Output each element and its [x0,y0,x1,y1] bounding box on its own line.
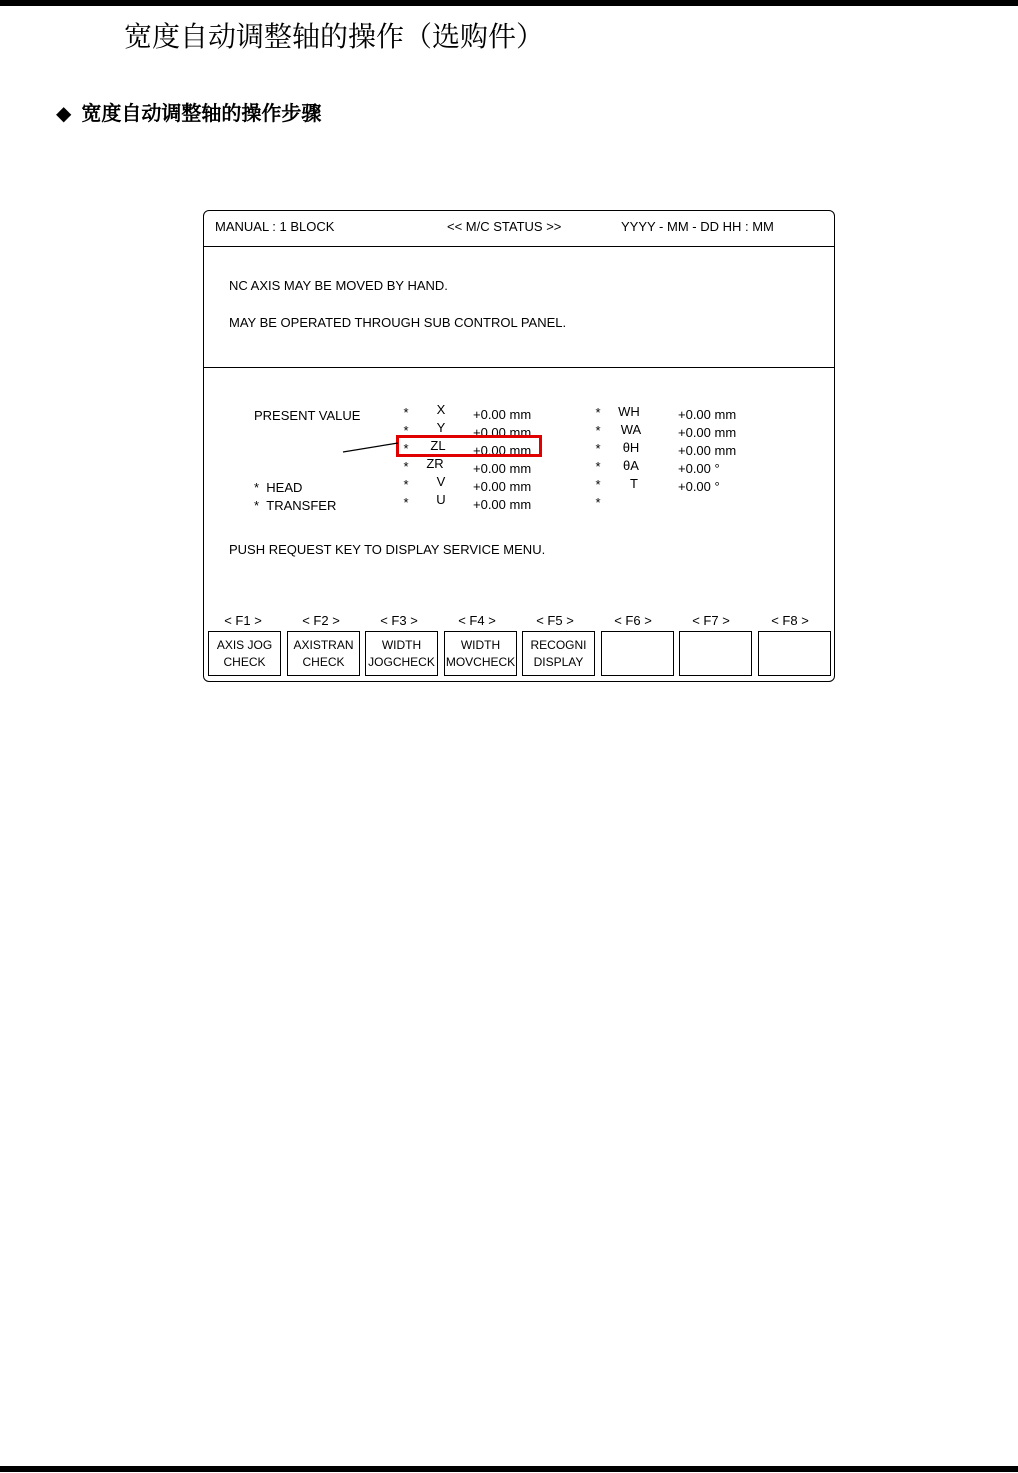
fkey-label-f6: < F6 > [614,613,652,628]
group-label-transfer [254,498,336,513]
message-line-1: NC AXIS MAY BE MOVED BY HAND. [229,278,448,293]
axis-name: θA [623,458,639,473]
axis-name: θH [622,440,640,455]
status-divider [204,246,834,247]
axis-star: * [595,477,601,492]
axis-value: +0.00 mm [473,497,532,512]
f1-axis-jog-check-button[interactable] [208,631,281,676]
fkey-line1: AXIS JOG [216,637,273,652]
bottom-rule [0,1466,1018,1472]
axis-name: U [436,492,446,507]
axis-value: +0.00 mm [473,407,532,422]
axis-star: * [595,441,601,456]
section-heading-text: 宽度自动调整轴的操作步骤 [81,101,322,125]
group-star: * [254,480,260,495]
fkey-label-f8: < F8 > [771,613,809,628]
axis-name: T [630,476,638,491]
axis-value: +0.00 mm [678,443,737,458]
fkey-line1: WIDTH [381,637,422,652]
group-star: * [254,498,260,513]
axis-name: WH [618,404,640,419]
f4-width-movcheck-button[interactable] [444,631,517,676]
f8-empty-button[interactable] [758,631,831,676]
fkey-label-f5: < F5 > [536,613,574,628]
group-label-head [254,480,302,495]
axis-star: * [403,405,409,420]
axis-value: +0.00 mm [473,425,532,440]
axis-star: * [403,441,409,456]
axis-star: * [403,477,409,492]
fkey-line2: DISPLAY [533,654,584,669]
zl-highlight-box [396,435,542,457]
group-label-text: TRANSFER [266,498,337,513]
axis-star: * [595,423,601,438]
fkey-line2: CHECK [302,654,345,669]
axis-name: ZR [426,456,444,471]
axis-star: * [403,459,409,474]
fkey-label-f2: < F2 > [302,613,340,628]
fkey-label-f7: < F7 > [692,613,730,628]
axis-value: +0.00 mm [678,425,737,440]
fkey-line2: CHECK [223,654,266,669]
fkey-label-f1: < F1 > [224,613,262,628]
axis-star: * [595,405,601,420]
axis-name: V [436,474,446,489]
axis-star: * [403,495,409,510]
fkey-line1: AXISTRAN [293,637,354,652]
datetime-display: YYYY - MM - DD HH : MM [621,219,774,234]
group-label-text: HEAD [266,480,303,495]
top-rule [0,0,1018,6]
fkey-line1: WIDTH [460,637,501,652]
message-line-2: MAY BE OPERATED THROUGH SUB CONTROL PANEL. [229,315,567,330]
fkey-label-f3: < F3 > [380,613,418,628]
f3-width-jogcheck-button[interactable] [365,631,438,676]
message-divider [204,367,834,368]
axis-name: ZL [430,438,446,453]
present-value-label: PRESENT VALUE [254,408,361,423]
axis-value: +0.00 mm [678,407,737,422]
axis-name: WA [620,422,642,437]
pointer-line-stroke [343,443,398,452]
section-heading [56,98,321,128]
f7-empty-button[interactable] [679,631,752,676]
axis-star: * [595,459,601,474]
mode-indicator: MANUAL : 1 BLOCK [215,219,335,234]
axis-name: Y [436,420,446,435]
f6-empty-button[interactable] [601,631,674,676]
axis-star: * [403,423,409,438]
f2-axistran-check-button[interactable] [287,631,360,676]
axis-value: +0.00 mm [473,461,532,476]
axis-star: * [595,495,601,510]
fkey-line1: RECOGNI [530,637,587,652]
service-menu-prompt: PUSH REQUEST KEY TO DISPLAY SERVICE MENU. [229,542,546,557]
axis-value: +0.00 mm [473,479,532,494]
axis-value: +0.00 mm [473,443,532,458]
axis-value: +0.00 ° [678,479,720,494]
fkey-line2: MOVCHECK [445,654,516,669]
axis-name: X [436,402,446,417]
page-title: 宽度自动调整轴的操作（选购件） [124,20,545,53]
f5-recogni-display-button[interactable] [522,631,595,676]
diamond-bullet-icon: ◆ [56,101,72,125]
axis-value: +0.00 ° [678,461,720,476]
fkey-line2: JOGCHECK [368,654,435,669]
machine-status-screen [203,210,835,682]
fkey-label-f4: < F4 > [458,613,496,628]
screen-name: << M/C STATUS >> [447,219,562,234]
